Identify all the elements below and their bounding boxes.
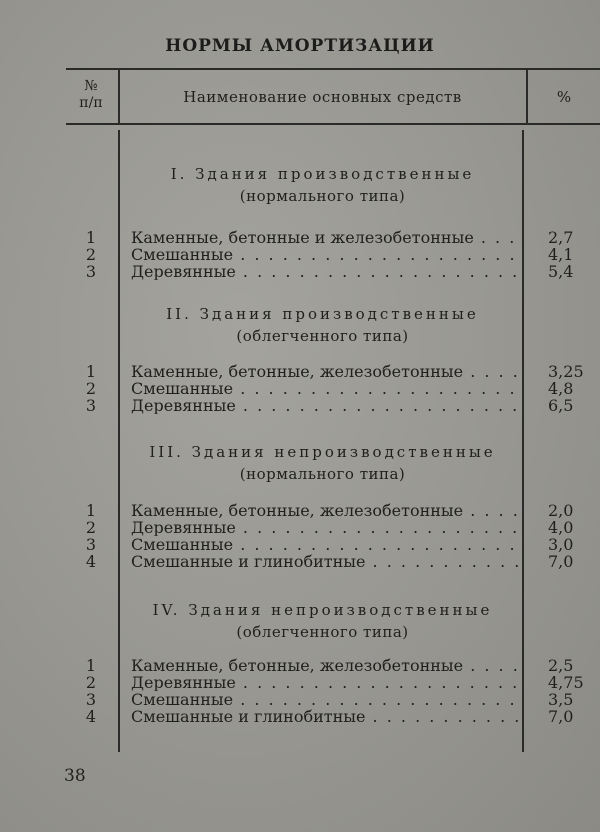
row-number: 3 bbox=[85, 396, 97, 415]
row-value: 2,7 bbox=[548, 228, 574, 247]
row-number: 3 bbox=[85, 535, 97, 554]
table-row bbox=[0, 519, 600, 536]
section-subheading: (нормального типа) bbox=[239, 187, 406, 205]
row-number: 1 bbox=[85, 656, 97, 675]
row-name: Смешанные . . . bbox=[131, 536, 519, 553]
row-name: Смешанные . . . bbox=[131, 246, 519, 263]
row-number: 3 bbox=[85, 690, 97, 709]
section-subheading: (облегченного типа) bbox=[236, 623, 409, 641]
row-name: Каменные, бетонные, железобетонные . . . bbox=[131, 502, 519, 519]
section-title bbox=[120, 163, 525, 207]
section-heading: I. Здания производственные bbox=[170, 165, 475, 183]
row-number: 2 bbox=[85, 379, 97, 398]
table-row bbox=[0, 657, 600, 674]
table-row bbox=[0, 553, 600, 570]
row-value: 3,5 bbox=[548, 690, 574, 709]
section-title bbox=[120, 303, 525, 347]
header-number-abbr: п/п bbox=[79, 95, 103, 111]
table-row bbox=[0, 397, 600, 414]
row-name: Каменные, бетонные, железобетонные . . . bbox=[131, 363, 519, 380]
row-number: 1 bbox=[85, 362, 97, 381]
row-name: Каменные, бетонные, железобетонные . . . bbox=[131, 657, 519, 674]
row-name: Деревянные . . . bbox=[131, 263, 519, 280]
table-row bbox=[0, 229, 600, 246]
row-value: 4,0 bbox=[548, 518, 574, 537]
table-row bbox=[0, 363, 600, 380]
table-row bbox=[0, 263, 600, 280]
section-subheading: (облегченного типа) bbox=[236, 327, 409, 345]
header-number-column bbox=[66, 78, 116, 112]
row-number: 4 bbox=[85, 707, 97, 726]
row-number: 1 bbox=[85, 228, 97, 247]
table-row bbox=[0, 246, 600, 263]
section-heading: III. Здания непроизводственные bbox=[149, 443, 496, 461]
section-title bbox=[120, 599, 525, 643]
section-heading: IV. Здания непроизводственные bbox=[152, 601, 493, 619]
row-value: 3,0 bbox=[548, 535, 574, 554]
row-value: 7,0 bbox=[548, 707, 574, 726]
table-header-rule bbox=[66, 123, 600, 125]
table-row bbox=[0, 502, 600, 519]
row-name: Смешанные и глинобитные . . . bbox=[131, 708, 519, 725]
row-name: Смешанные . . . bbox=[131, 691, 519, 708]
row-value: 3,25 bbox=[548, 362, 584, 381]
table-top-rule bbox=[66, 68, 600, 70]
section-subheading: (нормального типа) bbox=[239, 465, 406, 483]
page-title: НОРМЫ АМОРТИЗАЦИИ bbox=[165, 36, 435, 56]
row-value: 4,8 bbox=[548, 379, 574, 398]
row-value: 4,75 bbox=[548, 673, 584, 692]
row-number: 2 bbox=[85, 518, 97, 537]
page-number: 38 bbox=[64, 766, 86, 786]
row-number: 2 bbox=[85, 245, 97, 264]
row-value: 6,5 bbox=[548, 396, 574, 415]
row-number: 2 bbox=[85, 673, 97, 692]
section-heading: II. Здания производственные bbox=[166, 305, 479, 323]
table-row bbox=[0, 674, 600, 691]
row-number: 1 bbox=[85, 501, 97, 520]
row-name: Деревянные . . . bbox=[131, 397, 519, 414]
row-value: 7,0 bbox=[548, 552, 574, 571]
row-value: 2,0 bbox=[548, 501, 574, 520]
row-value: 4,1 bbox=[548, 245, 574, 264]
row-name: Каменные, бетонные и железобетонные . . . bbox=[131, 229, 519, 246]
section-title bbox=[120, 441, 525, 485]
row-number: 3 bbox=[85, 262, 97, 281]
row-name: Смешанные . . . bbox=[131, 380, 519, 397]
table-row bbox=[0, 536, 600, 553]
header-percent-column: % bbox=[556, 88, 572, 106]
row-name: Деревянные . . . bbox=[131, 519, 519, 536]
header-name-column: Наименование основных средств bbox=[183, 88, 462, 106]
row-number: 4 bbox=[85, 552, 97, 571]
table-row bbox=[0, 380, 600, 397]
table-row bbox=[0, 708, 600, 725]
row-value: 2,5 bbox=[548, 656, 574, 675]
table-row bbox=[0, 691, 600, 708]
row-name: Деревянные . . . bbox=[131, 674, 519, 691]
row-value: 5,4 bbox=[548, 262, 574, 281]
header-number-sign: № bbox=[84, 78, 98, 94]
row-name: Смешанные и глинобитные . . . bbox=[131, 553, 519, 570]
